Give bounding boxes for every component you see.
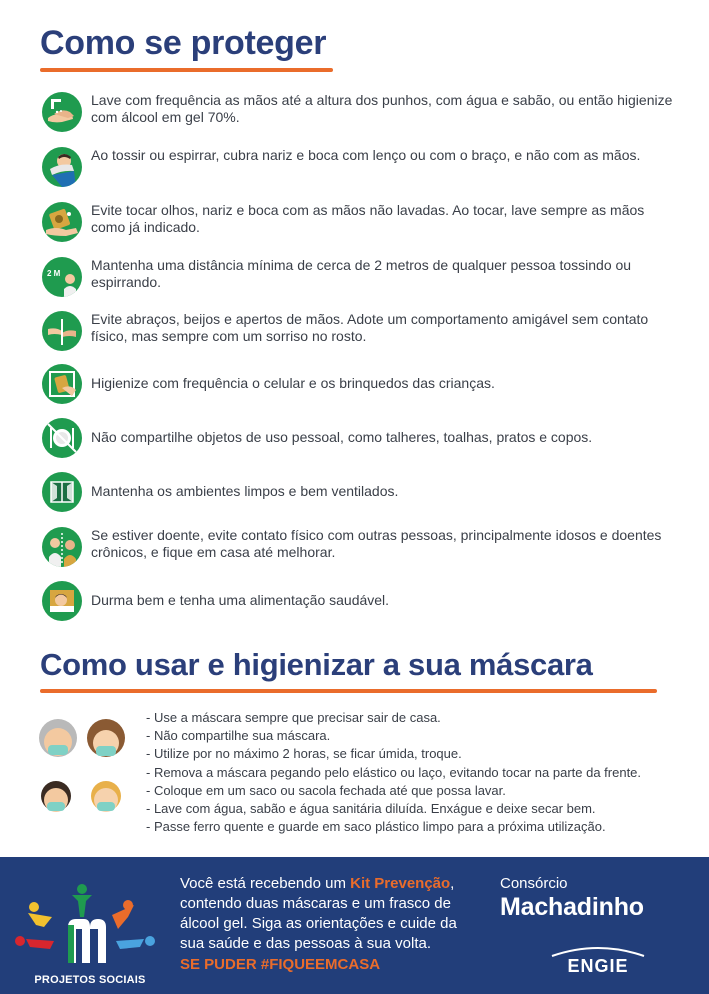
sleep-icon (42, 581, 82, 621)
tip-text: Evite abraços, beijos e apertos de mãos. Adote um comportamento amigável sem contato físico, mas sempre com um sorriso no rosto. (91, 311, 649, 344)
tip-item (42, 418, 682, 458)
no-touch-face-icon (42, 202, 82, 242)
tip-item (42, 472, 682, 512)
orange-figure-icon (112, 900, 134, 929)
handwash-icon (42, 92, 82, 132)
masked-faces-illustration (36, 712, 136, 828)
mask-rules-list (146, 709, 706, 836)
distance-icon (42, 257, 82, 297)
tip-item (42, 581, 682, 621)
cough-elbow-icon (42, 147, 82, 187)
list-item: - Passe ferro quente e guarde em saco plástico limpo para a próxima utilização. (146, 819, 606, 835)
fique-em-casa-cta: SE PUDER #FIQUEEMCASA (180, 956, 381, 973)
title-underline (40, 68, 333, 72)
kit-prevencao-message (180, 874, 480, 954)
projetos-sociais-label: PROJETOS SOCIAIS (34, 974, 146, 986)
tip-item (42, 527, 682, 567)
clean-phone-icon (42, 364, 82, 404)
title-underline (40, 689, 657, 693)
tip-item (42, 202, 682, 242)
sick-people-icon (42, 527, 82, 567)
tip-text: Não compartilhe objetos de uso pessoal, como talheres, toalhas, pratos e copos. (91, 429, 593, 445)
section-title-protect: Como se proteger (40, 24, 327, 62)
list-item: - Use a máscara sempre que precisar sair de casa. (146, 710, 441, 725)
tip-text: Se estiver doente, evite contato físico com outras pessoas, principalmente idosos e doentes crônicos, e fique em casa até melhorar. (91, 527, 662, 560)
window-icon (42, 472, 82, 512)
consorcio-label: Consórcio (500, 875, 568, 892)
blue-figure-icon (116, 936, 155, 949)
tip-text: Mantenha uma distância mínima de cerca de 2 metros de qualquer pessoa tossindo ou espirrando. (91, 257, 632, 290)
tip-text: Higienize com frequência o celular e os brinquedos das crianças. (91, 375, 495, 391)
section-title-mask: Como usar e higienizar a sua máscara (40, 647, 593, 682)
no-handshake-icon (42, 311, 82, 351)
tip-item (42, 364, 682, 404)
footer-banner (0, 857, 709, 994)
distance-badge: 2 M (47, 269, 61, 278)
kit-prevencao-highlight: Kit Prevenção (350, 875, 451, 892)
tip-text: Mantenha os ambientes limpos e bem ventilados. (91, 483, 399, 499)
engie-logo (548, 942, 648, 978)
message-body: , contendo duas máscaras e um frasco de álcool gel. Siga as orientações e cuide da sua saúde e das pessoas à sua volta. (180, 875, 457, 952)
list-item: - Utilize por no máximo 2 horas, se ficar úmida, troque. (146, 746, 462, 762)
machadinho-logo: Machadinho (500, 893, 644, 921)
list-item: - Lave com água, sabão e água sanitária diluída. Enxágue e deixe secar bem. (146, 801, 596, 817)
red-figure-icon (15, 936, 54, 949)
tip-text: Durma bem e tenha uma alimentação saudável. (91, 592, 390, 608)
engie-text: ENGIE (567, 956, 629, 976)
projetos-sociais-logo (10, 869, 160, 984)
list-item: - Remova a máscara pegando pelo elástico ou laço, evitando tocar na parte da frente. (146, 764, 642, 780)
message-lead: Você está recebendo um (180, 875, 351, 892)
tip-item (42, 147, 682, 187)
tip-text: Lave com frequência as mãos até a altura dos punhos, com água e sabão, ou então higienize com álcool em gel 70%. (91, 92, 673, 125)
tip-item (42, 257, 682, 297)
plate-cutlery-icon (42, 418, 82, 458)
list-item: - Coloque em um saco ou sacola fechada até que possa lavar. (146, 782, 506, 798)
yellow-figure-icon (28, 902, 52, 927)
tip-text: Ao tossir ou espirrar, cubra nariz e boca com lenço ou com o braço, e não com as mãos. (91, 147, 641, 163)
green-figure-icon (72, 884, 92, 917)
list-item: - Não compartilhe sua máscara. (146, 728, 331, 744)
tip-item (42, 92, 682, 132)
tip-item (42, 311, 682, 351)
tip-text: Evite tocar olhos, nariz e boca com as mãos não lavadas. Ao tocar, lave sempre as mãos como já indicado. (91, 202, 645, 235)
